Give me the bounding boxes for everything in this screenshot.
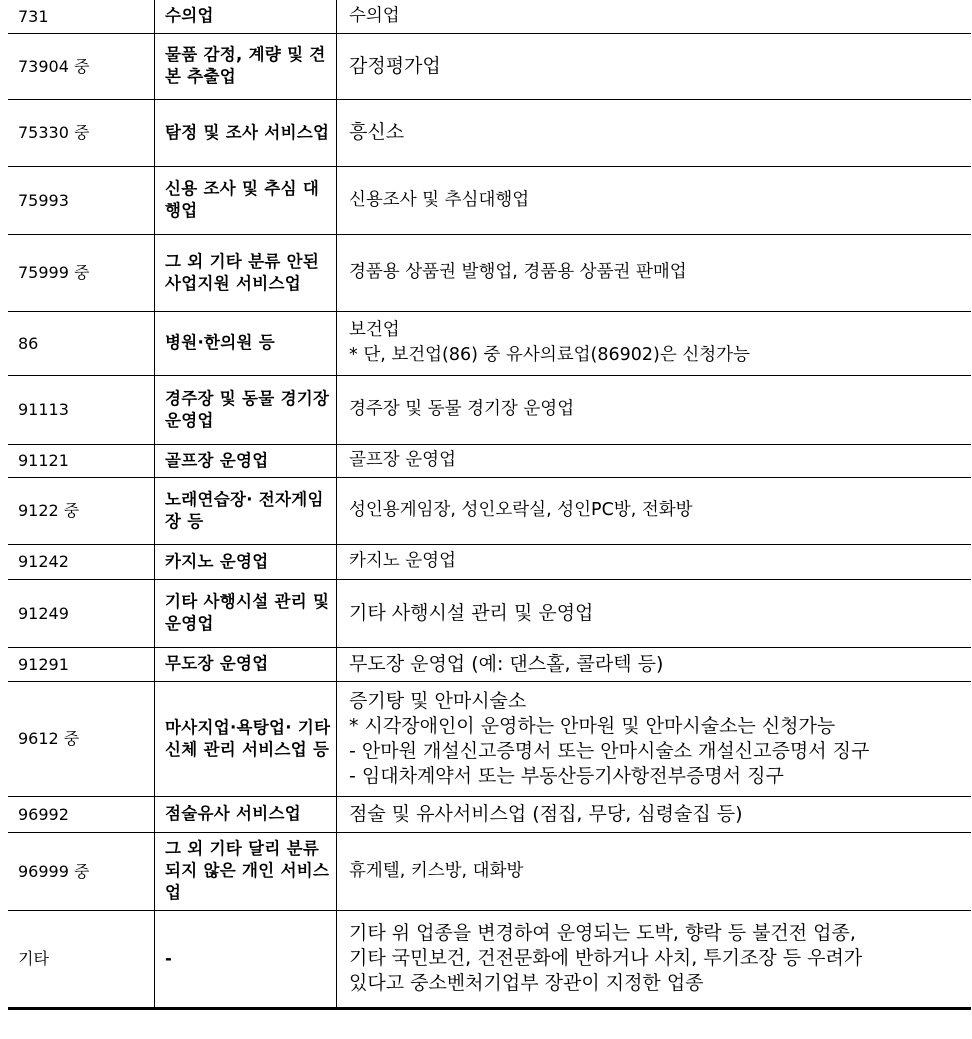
description-line: 있다고 중소벤처기업부 장관이 지정한 업종 bbox=[349, 972, 704, 994]
industry-code: 75999 중 bbox=[8, 234, 155, 311]
industry-description bbox=[337, 234, 972, 311]
table-row bbox=[8, 477, 971, 544]
description-line: 기타 국민보건, 건전문화에 반하거나 사치, 투기조장 등 우려가 bbox=[349, 947, 863, 969]
industry-description bbox=[337, 0, 972, 33]
industry-category: 무도장 운영업 bbox=[155, 647, 337, 681]
table-row bbox=[8, 647, 971, 681]
industry-category: 병원·한의원 등 bbox=[155, 311, 337, 375]
industry-code: 73904 중 bbox=[8, 33, 155, 99]
description-line: 기타 위 업종을 변경하여 운영되는 도박, 향락 등 불건전 업종, bbox=[349, 922, 856, 944]
description-line: 경품용 상품권 발행업, 경품용 상품권 판매업 bbox=[349, 262, 687, 282]
description-line: 증기탕 및 안마시술소 bbox=[349, 689, 527, 712]
description-line: 기타 사행시설 관리 및 운영업 bbox=[349, 601, 594, 624]
table-row bbox=[8, 832, 971, 910]
industry-description bbox=[337, 311, 972, 375]
industry-category: 카지노 운영업 bbox=[155, 544, 337, 579]
description-line: 보건업 bbox=[349, 320, 400, 340]
table-row bbox=[8, 579, 971, 647]
industry-description bbox=[337, 681, 972, 796]
table-row bbox=[8, 796, 971, 832]
description-line: 흥신소 bbox=[349, 121, 405, 143]
industry-category: 마사지업·욕탕업· 기타 신체 관리 서비스업 등 bbox=[155, 681, 337, 796]
table-row bbox=[8, 0, 971, 33]
industry-category: 경주장 및 동물 경기장 운영업 bbox=[155, 375, 337, 444]
table-row bbox=[8, 166, 971, 234]
table-row bbox=[8, 544, 971, 579]
industry-category: 기타 사행시설 관리 및 운영업 bbox=[155, 579, 337, 647]
industry-description bbox=[337, 647, 972, 681]
industry-code: 기타 bbox=[8, 910, 155, 1008]
industry-description bbox=[337, 477, 972, 544]
description-line: 점술 및 유사서비스업 (점집, 무당, 심령술집 등) bbox=[349, 802, 743, 825]
industry-code: 75330 중 bbox=[8, 99, 155, 166]
industry-category: 골프장 운영업 bbox=[155, 444, 337, 477]
description-note: * 시각장애인이 운영하는 안마원 및 안마시술소는 신청가능 bbox=[349, 714, 836, 737]
table-row bbox=[8, 311, 971, 375]
industry-category: 점술유사 서비스업 bbox=[155, 796, 337, 832]
description-line: 경주장 및 동물 경기장 운영업 bbox=[349, 399, 575, 419]
industry-category: 물품 감정, 계량 및 견본 추출업 bbox=[155, 33, 337, 99]
industry-description bbox=[337, 33, 972, 99]
industry-code: 96999 중 bbox=[8, 832, 155, 910]
industry-code: 9612 중 bbox=[8, 681, 155, 796]
industry-description bbox=[337, 99, 972, 166]
industry-code: 9122 중 bbox=[8, 477, 155, 544]
industry-code: 75993 bbox=[8, 166, 155, 234]
table-row bbox=[8, 444, 971, 477]
industry-code: 86 bbox=[8, 311, 155, 375]
industry-code: 91113 bbox=[8, 375, 155, 444]
description-subnote: - 안마원 개설신고증명서 또는 안마시술소 개설신고증명서 징구 bbox=[349, 739, 870, 762]
industry-category: 신용 조사 및 추심 대행업 bbox=[155, 166, 337, 234]
description-subnote: - 임대차계약서 또는 부동산등기사항전부증명서 징구 bbox=[349, 764, 784, 787]
table-row bbox=[8, 33, 971, 99]
description-line: 감정평가업 bbox=[349, 54, 441, 77]
table-row bbox=[8, 375, 971, 444]
description-line: 골프장 운영업 bbox=[349, 450, 456, 470]
industry-description bbox=[337, 444, 972, 477]
description-line: 수의업 bbox=[349, 5, 400, 26]
table-row bbox=[8, 910, 971, 1008]
industry-category: 탐정 및 조사 서비스업 bbox=[155, 99, 337, 166]
industry-code: 91121 bbox=[8, 444, 155, 477]
industry-code: 96992 bbox=[8, 796, 155, 832]
description-line: 무도장 운영업 (예: 댄스홀, 콜라텍 등) bbox=[349, 652, 664, 675]
description-line: 카지노 운영업 bbox=[349, 551, 456, 571]
industry-description bbox=[337, 910, 972, 1008]
industry-description bbox=[337, 544, 972, 579]
industry-description bbox=[337, 796, 972, 832]
industry-description bbox=[337, 832, 972, 910]
industry-code: 91249 bbox=[8, 579, 155, 647]
industry-category: 그 외 기타 달리 분류되지 않은 개인 서비스업 bbox=[155, 832, 337, 910]
restricted-industries-table bbox=[8, 0, 971, 1010]
table-row bbox=[8, 681, 971, 796]
industry-category: 노래연습장· 전자게임장 등 bbox=[155, 477, 337, 544]
industry-description bbox=[337, 166, 972, 234]
description-line: 신용조사 및 추심대행업 bbox=[349, 189, 530, 210]
industry-category: - bbox=[155, 910, 337, 1008]
industry-code: 91291 bbox=[8, 647, 155, 681]
industry-description bbox=[337, 579, 972, 647]
table-row bbox=[8, 99, 971, 166]
industry-description bbox=[337, 375, 972, 444]
industry-code: 91242 bbox=[8, 544, 155, 579]
industry-category: 그 외 기타 분류 안된 사업지원 서비스업 bbox=[155, 234, 337, 311]
description-line: 성인용게임장, 성인오락실, 성인PC방, 전화방 bbox=[349, 500, 693, 520]
description-note: * 단, 보건업(86) 중 유사의료업(86902)은 신청가능 bbox=[349, 345, 750, 365]
industry-code: 731 bbox=[8, 0, 155, 33]
description-line: 휴게텔, 키스방, 대화방 bbox=[349, 860, 524, 881]
industry-category: 수의업 bbox=[155, 0, 337, 33]
table-row bbox=[8, 234, 971, 311]
